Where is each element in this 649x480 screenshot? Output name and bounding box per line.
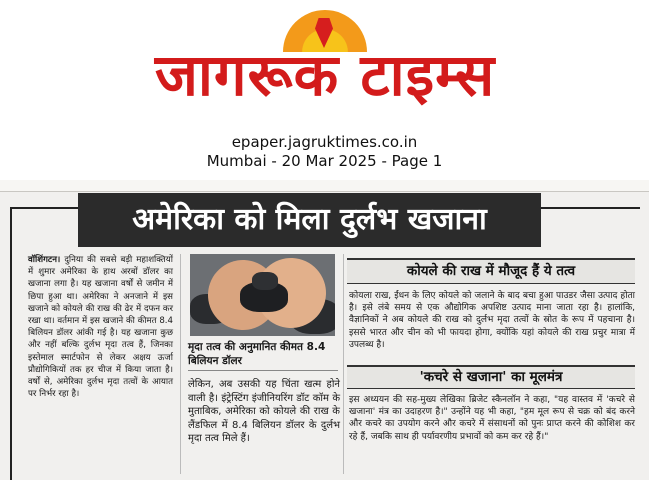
- site-url[interactable]: epaper.jagruktimes.co.in: [231, 133, 418, 151]
- caption-rule: [188, 370, 338, 371]
- sidebar1-heading: कोयले की राख में मौजूद हैं ये तत्व: [406, 263, 576, 279]
- photo-caption: मृदा तत्व की अनुमानित कीमत 8.4 बिलियन डॉलर: [188, 341, 326, 367]
- sidebar2-body: इस अध्ययन की सह-मुख्य लेखिका ब्रिजेट स्कैनलॉन ने कहा, "यह वास्तव में 'कचरे से खजाना' मंत्र का उदाहरण है।" उन्होंने यह भी कहा, "हम मूल रूप से चक्र को बंद करने और कचरे का उपयोग करने और कचरे में संसाधनों को पुनः प्राप्त करने की कोशिश कर रहे हैं, जबकि साथ ही पर्यावरणीय प्रभावों को कम कर रहे हैं।": [349, 395, 635, 442]
- sidebar1-body: कोयला राख, ईंधन के लिए कोयले को जलाने के बाद बचा हुआ पाउडर जैसा उत्पाद होता है। इसे लंबे समय से एक औद्योगिक अपशिष्ट उत्पाद माना जाता रहा है। हालांकि, वैज्ञानिकों ने अब कोयले की राख को दुर्लभ मृदा तत्वों के स्रोत के रूप में पहचाना है। इससे भारत और चीन को भी फायदा होगा, क्योंकि यहां कोयले की राख प्रचुर मात्रा में उपलब्ध है।: [349, 291, 635, 350]
- lead-text: दुनिया की सबसे बड़ी महाशक्तियों में शुमार अमेरिका के हाथ अरबों डॉलर का खजाना लगा है। यह खजाना वर्षों से जमीन में छिपा हुआ था। अमेरिका ने अनजाने में इस खजाने को कोयले की राख की ढेर में दफन कर रखा था। वर्तमान में इस खजाने की कीमत 8.4 बिलियन डॉलर आंकी गई है। यह खजाना कुछ और नहीं बल्कि दुर्लभ मृदा तत्व हैं, जिनका इस्तेमाल स्मार्टफोन से लेकर अक्षय ऊर्जा प्रौद्योगिकियों तक हर चीज में किया जाता है। वर्षों से, अमेरिका दुर्लभ मृदा तत्वों के आयात पर निर्भर रहा है।: [28, 255, 173, 400]
- article-middle-column: लेकिन, अब उसकी यह चिंता खत्म होने वाली है। इंट्रेस्टिंग इंजीनियरिंग डॉट कॉम के मुताबिक, अमेरिका को कोयले की राख के लैंडफिल में 8.4 बिलियन डॉलर के दुर्लभ मृदा तत्व मिले हैं।: [188, 379, 340, 445]
- edition-line: Mumbai - 20 Mar 2025 - Page 1: [206, 152, 443, 170]
- sidebar2-heading: 'कचरे से खजाना' का मूलमंत्र: [419, 369, 563, 385]
- column-divider: [343, 254, 344, 474]
- newspaper-logo[interactable]: जागरूक टाइम्स: [154, 41, 496, 109]
- dateline: वॉशिंगटन।: [28, 255, 61, 265]
- column-divider: [180, 254, 181, 474]
- coal-ash-photo: [190, 254, 335, 336]
- article-headline: अमेरिका को मिला दुर्लभ खजाना: [132, 202, 487, 237]
- clipping-top-strip: [0, 180, 649, 192]
- article-lead-column: [28, 254, 173, 400]
